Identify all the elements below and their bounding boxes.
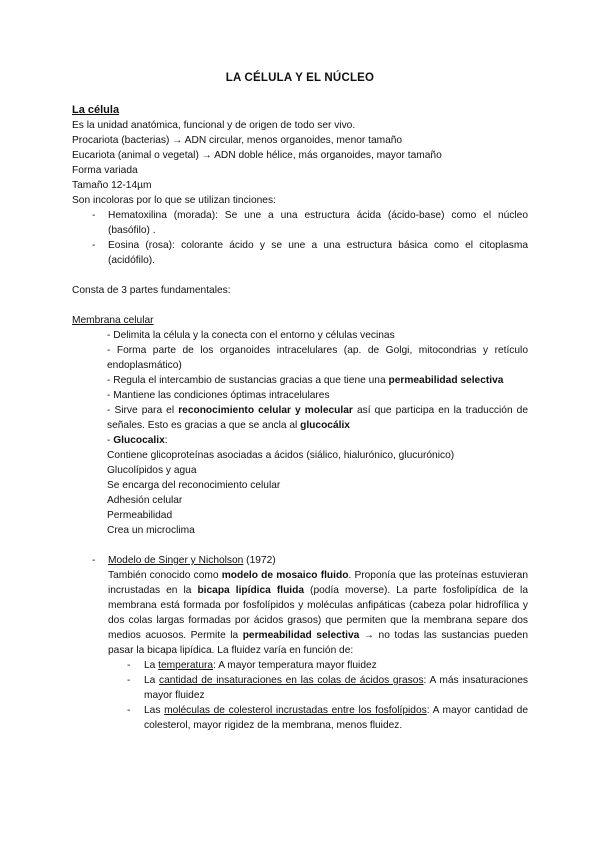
list-item bbox=[127, 673, 528, 703]
item-text: así que participa en la traducción de señales. Esto es gracias a que se ancla al bbox=[107, 405, 529, 431]
list-item bbox=[107, 403, 528, 433]
item-bold: permeabilidad selectiva bbox=[388, 375, 504, 386]
list-item bbox=[127, 703, 528, 733]
item-text: - bbox=[107, 435, 114, 446]
item-bold: Glucocalix bbox=[113, 435, 165, 446]
section-heading-membrana: Membrana celular bbox=[72, 315, 154, 326]
list-item bbox=[92, 208, 528, 238]
list-item bbox=[107, 433, 528, 448]
modelo-heading bbox=[92, 553, 528, 568]
paragraph-bold: permeabilidad selectiva bbox=[242, 630, 360, 641]
item-bold: glucocálix bbox=[300, 420, 350, 431]
item-text: : bbox=[164, 435, 168, 446]
document-body bbox=[72, 103, 528, 733]
dash-bullet: - bbox=[127, 675, 131, 686]
list-item bbox=[107, 373, 528, 388]
dash-bullet: - bbox=[92, 240, 96, 251]
item-bold: reconocimiento celular y molecular bbox=[178, 405, 353, 416]
glucocalix-line: Permeabilidad bbox=[107, 510, 173, 521]
dash-bullet: - bbox=[92, 555, 96, 566]
paragraph-bold: modelo de mosaico fluido bbox=[221, 570, 349, 581]
item-text: - Sirve para el bbox=[107, 405, 179, 416]
tincion-text: Eosina (rosa): colorante ácido y se une a una estructura básica como el citoplasma (acidófilo). bbox=[108, 240, 528, 266]
celula-line: Eucariota (animal o vegetal) → ADN doble hélice, más organoides, mayor tamaño bbox=[72, 150, 442, 161]
paragraph-text: (podía moverse). La parte fosfolipídica de la membrana está formada por fosfolípidos y moléculas anfipáticas (cabeza polar hidrofílica y dos colas largas formadas por ácidos grasos) que permiten que la membrana separe dos medios acuosos. Permite la bbox=[108, 585, 528, 641]
modelo-paragraph bbox=[92, 568, 528, 658]
celula-line: Tamaño 12-14µm bbox=[72, 180, 152, 191]
modelo-heading-title: Modelo de Singer y Nicholson bbox=[108, 555, 244, 566]
factor-text: La bbox=[144, 660, 159, 671]
document-title: LA CÉLULA Y EL NÚCLEO bbox=[225, 72, 375, 84]
dash-bullet: - bbox=[92, 210, 96, 221]
list-item bbox=[92, 238, 528, 268]
factor-underlined: temperatura bbox=[158, 660, 214, 671]
factor-underlined: moléculas de colesterol incrustadas entre los fosfolípidos bbox=[164, 705, 427, 716]
dash-bullet: - bbox=[127, 660, 131, 671]
list-item: - Delimita la célula y la conecta con el entorno y células vecinas bbox=[107, 330, 395, 341]
list-item: - Mantiene las condiciones óptimas intracelulares bbox=[107, 390, 330, 401]
modelo-heading-year: (1972) bbox=[243, 555, 276, 566]
dash-bullet: - bbox=[127, 705, 131, 716]
glucocalix-line: Contiene glicoproteínas asociadas a ácidos (siálico, hialurónico, glucurónico) bbox=[107, 450, 455, 461]
partes-line: Consta de 3 partes fundamentales: bbox=[72, 285, 231, 296]
paragraph-text: . Proponía que las proteínas estuvieran incrustadas en la bbox=[108, 570, 528, 596]
celula-line: Forma variada bbox=[72, 165, 138, 176]
glucocalix-line: Se encarga del reconocimiento celular bbox=[107, 480, 281, 491]
list-item: - Forma parte de los organoides intracelulares (ap. de Golgi, mitocondrias y retículo endoplasmático) bbox=[107, 345, 528, 371]
factor-text: : A más insaturaciones mayor fluidez bbox=[144, 675, 528, 701]
paragraph-text: También conocido como bbox=[108, 570, 222, 581]
factor-text: La bbox=[144, 675, 160, 686]
membrana-list bbox=[107, 328, 528, 538]
list-item bbox=[127, 658, 528, 673]
factor-text: Las bbox=[144, 705, 165, 716]
modelo-section bbox=[92, 553, 528, 658]
item-text: - Regula el intercambio de sustancias gracias a que tiene una bbox=[107, 375, 389, 386]
tincion-text: Hematoxilina (morada): Se une a una estructura ácida (ácido-base) como el núcleo (basófilo) . bbox=[108, 210, 528, 236]
paragraph-bold: bicapa lipídica fluida bbox=[197, 585, 305, 596]
paragraph-text: → no todas las sustancias pueden pasar la bicapa lipídica. La fluidez varía en función de: bbox=[108, 630, 529, 656]
tinciones-list bbox=[92, 208, 528, 268]
section-heading-celula: La célula bbox=[72, 104, 120, 116]
factor-underlined: cantidad de insaturaciones en las colas de ácidos grasos bbox=[159, 675, 424, 686]
celula-line: Procariota (bacterias) → ADN circular, menos organoides, menor tamaño bbox=[72, 135, 403, 146]
factor-text: : A mayor temperatura mayor fluidez bbox=[213, 660, 377, 671]
celula-line: Son incoloras por lo que se utilizan tinciones: bbox=[72, 195, 276, 206]
factores-list bbox=[127, 658, 528, 733]
glucocalix-line: Crea un microclima bbox=[107, 525, 195, 536]
celula-line: Es la unidad anatómica, funcional y de origen de todo ser vivo. bbox=[72, 120, 356, 131]
factor-text: : A mayor cantidad de colesterol, mayor rigidez de la membrana, menos fluidez. bbox=[144, 705, 528, 731]
glucocalix-line: Glucolípidos y agua bbox=[107, 465, 197, 476]
glucocalix-line: Adhesión celular bbox=[107, 495, 183, 506]
